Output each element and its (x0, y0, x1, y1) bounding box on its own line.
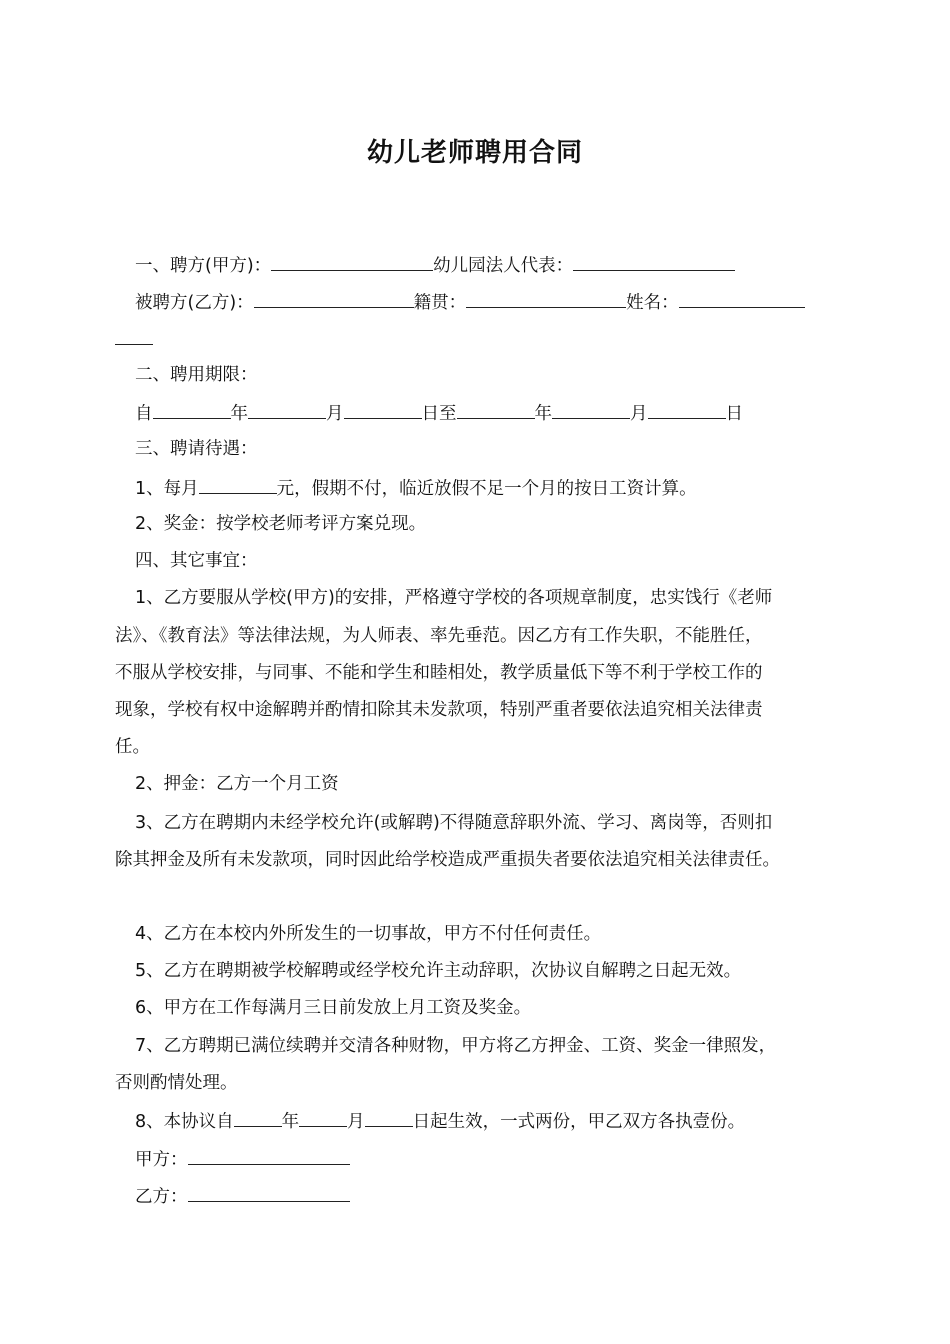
party-b-line (135, 289, 875, 315)
clause-5: 5、乙方在聘期被学校解聘或经学校允许主动辞职，次协议自解聘之日起无效。 (135, 961, 742, 981)
period-line (135, 400, 875, 426)
origin-label: 籍贯： (413, 293, 467, 313)
clause-1-line-3: 不服从学校安排，与同事、不能和学生和睦相处，教学质量低下等不利于学校工作的 (115, 663, 763, 683)
origin-blank[interactable] (466, 289, 626, 308)
end-month-blank[interactable] (552, 400, 630, 419)
party-b-label: 被聘方(乙方)： (135, 293, 254, 313)
effective-month-label: 月 (347, 1112, 365, 1132)
start-month-blank[interactable] (248, 400, 326, 419)
party-a-line (135, 252, 875, 278)
party-b-blank[interactable] (254, 289, 414, 308)
clause-7-line-2: 否则酌情处理。 (115, 1073, 238, 1093)
clause-2: 2、押金：乙方一个月工资 (135, 774, 339, 794)
legal-rep-label: 幼儿园法人代表： (433, 256, 574, 276)
clause-8 (135, 1108, 875, 1134)
start-year-label: 年 (230, 404, 248, 424)
name-label: 姓名： (626, 293, 679, 313)
end-day-label: 日 (725, 404, 743, 424)
signature-party-a (135, 1146, 875, 1172)
clause-6: 6、甲方在工作每满月三日前发放上月工资及奖金。 (135, 998, 532, 1018)
end-month-label: 月 (630, 404, 648, 424)
effective-from-label: 8、本协议自 (135, 1112, 234, 1132)
effective-year-label: 年 (281, 1112, 300, 1132)
bonus-line: 2、奖金：按学校老师考评方案兑现。 (135, 514, 427, 534)
clause-4: 4、乙方在本校内外所发生的一切事故，甲方不付任何责任。 (135, 924, 602, 944)
start-month-label: 月 (326, 404, 344, 424)
party-a-blank[interactable] (271, 252, 433, 271)
sign-b-label: 乙方： (135, 1187, 188, 1207)
effective-terms: 日起生效，一式两份，甲乙双方各执壹份。 (412, 1112, 746, 1132)
end-year-label: 年 (534, 404, 552, 424)
clause-1-line-2: 法》、《教育法》等法律法规，为人师表、率先垂范。因乙方有工作失职，不能胜任， (115, 626, 763, 646)
clause-1-line-4: 现象，学校有权中途解聘并酌情扣除其未发款项，特别严重者要依法追究相关法律责 (115, 700, 763, 720)
effective-day-blank[interactable] (365, 1108, 413, 1127)
effective-month-blank[interactable] (299, 1108, 347, 1127)
salary-terms: 元，假期不付，临近放假不足一个月的按日工资计算。 (276, 479, 697, 499)
section-3-heading: 三、聘请待遇： (135, 439, 258, 459)
effective-year-blank[interactable] (234, 1108, 282, 1127)
clause-1-line-1: 1、乙方要服从学校(甲方)的安排，严格遵守学校的各项规章制度，忠实饯行《老师 (135, 588, 773, 608)
section-2-heading: 二、聘用期限： (135, 365, 258, 385)
day-to-label: 日至 (421, 404, 457, 424)
start-day-blank[interactable] (344, 400, 422, 419)
signature-party-b (135, 1183, 875, 1209)
name-blank-tail[interactable] (115, 326, 153, 345)
sign-a-label: 甲方： (135, 1150, 188, 1170)
page-title: 幼儿老师聘用合同 (366, 138, 583, 168)
name-blank[interactable] (679, 289, 805, 308)
salary-label: 1、每月 (135, 479, 199, 499)
clause-3-line-2: 除其押金及所有未发款项，同时因此给学校造成严重损失者要依法追究相关法律责任。 (115, 850, 780, 870)
sign-b-blank[interactable] (188, 1183, 350, 1202)
from-label: 自 (135, 404, 153, 424)
party-a-label: 一、聘方(甲方)： (135, 256, 272, 276)
start-year-blank[interactable] (153, 400, 231, 419)
name-blank-continued (115, 326, 855, 352)
clause-3-line-1: 3、乙方在聘期内未经学校允许(或解聘)不得随意辞职外流、学习、离岗等，否则扣 (135, 813, 773, 833)
salary-blank[interactable] (199, 475, 277, 494)
clause-1-line-5: 任。 (115, 737, 150, 757)
section-4-heading: 四、其它事宜： (135, 551, 258, 571)
end-day-blank[interactable] (648, 400, 726, 419)
end-year-blank[interactable] (457, 400, 535, 419)
clause-7-line-1: 7、乙方聘期已满位续聘并交清各种财物，甲方将乙方押金、工资、奖金一律照发， (135, 1036, 777, 1056)
legal-rep-blank[interactable] (573, 252, 735, 271)
sign-a-blank[interactable] (188, 1146, 350, 1165)
salary-line (135, 475, 875, 501)
